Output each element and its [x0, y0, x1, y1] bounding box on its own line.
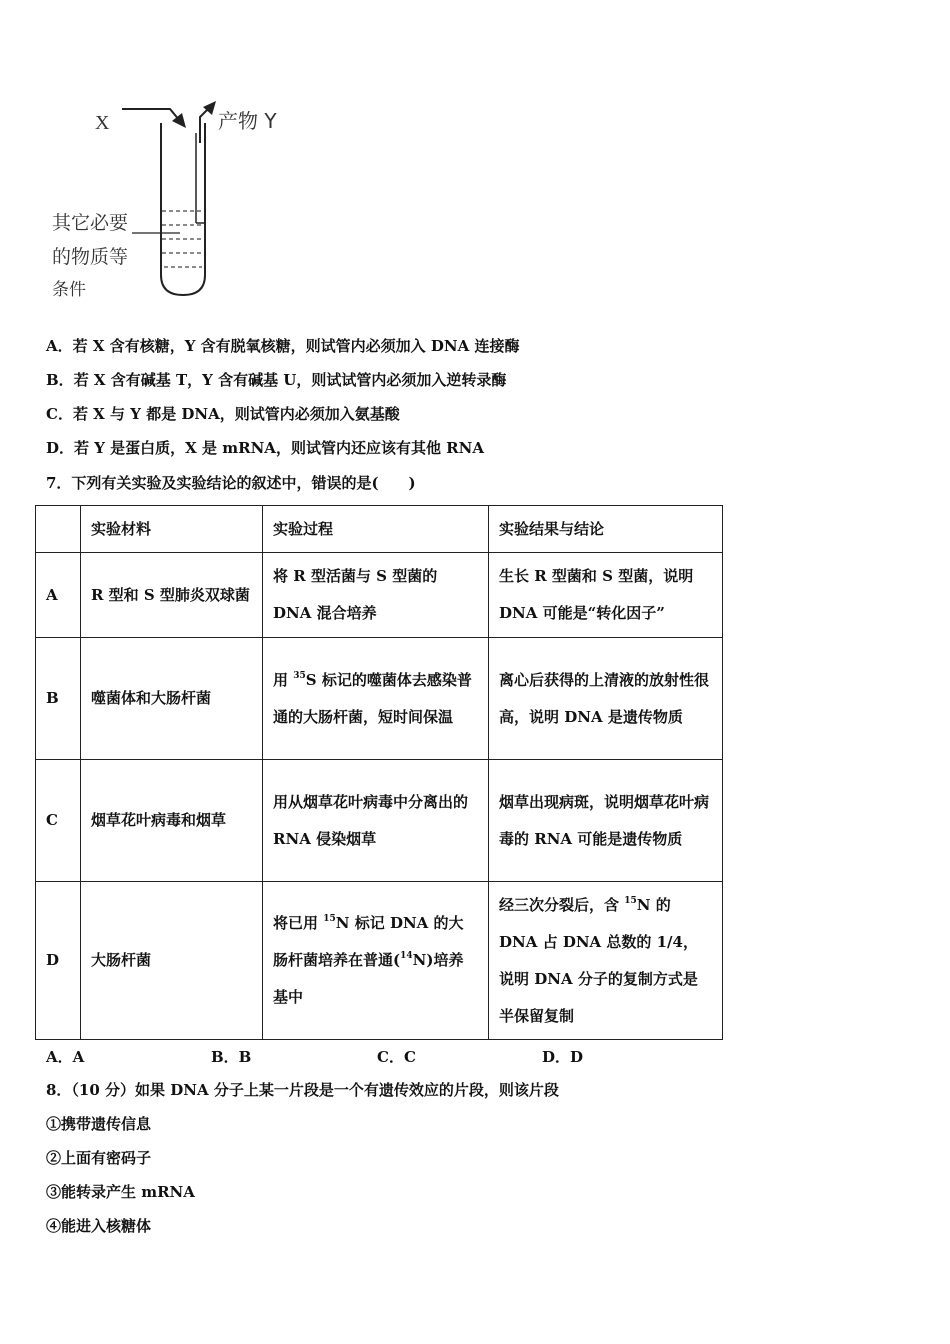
- table-header-cell: 实验过程: [263, 506, 489, 553]
- table-row: [36, 553, 723, 638]
- row-result: 离心后获得的上清液的放射性很高，说明 DNA 是遗传物质: [489, 638, 723, 760]
- q8-item: ③能转录产生 mRNA: [46, 1183, 195, 1201]
- row-label: A: [36, 553, 81, 638]
- table-row: [36, 882, 723, 1040]
- row-label: D: [36, 882, 81, 1040]
- row-process: 用 $^{35}$S 标记的噬菌体去感染普通的大肠杆菌，短时间保温: [263, 638, 489, 760]
- table-row: [36, 760, 723, 882]
- q8-item: ①携带遗传信息: [46, 1115, 152, 1133]
- q6-option-b: B．若 X 含有碱基 T，Y 含有碱基 U，则试试管内必须加入逆转录酶: [46, 371, 507, 389]
- row-material: 噬菌体和大肠杆菌: [80, 638, 262, 760]
- test-tube-diagram: [40, 95, 300, 310]
- row-material: R 型和 S 型肺炎双球菌: [80, 553, 262, 638]
- q8-item: ②上面有密码子: [46, 1149, 152, 1167]
- liquid-levels: [162, 211, 204, 267]
- side-label-line: 的物质等: [52, 246, 129, 268]
- table-header-cell: 实验材料: [80, 506, 262, 553]
- q7-answer-c: C．C: [377, 1048, 416, 1066]
- table-header-cell: [36, 506, 81, 553]
- q6-option-a: A．若 X 含有核糖，Y 含有脱氧核糖，则试管内必须加入 DNA 连接酶: [46, 337, 520, 355]
- q6-option-d: D．若 Y 是蛋白质，X 是 mRNA，则试管内还应该有其他 RNA: [46, 439, 484, 457]
- row-process: 将已用 $^{15}$N 标记 DNA 的大肠杆菌培养在普通($^{14}$N)培养基中: [263, 882, 489, 1040]
- table-header-row: [36, 506, 723, 553]
- row-result: 生长 R 型菌和 S 型菌，说明 DNA 可能是“转化因子”: [489, 553, 723, 638]
- input-arrow: [122, 109, 180, 121]
- diagram-label-x: X: [95, 112, 110, 134]
- experiment-table: [35, 505, 723, 1040]
- q6-option-c: C．若 X 与 Y 都是 DNA，则试管内必须加入氨基酸: [46, 405, 400, 423]
- q7-answer-b: B．B: [211, 1048, 252, 1066]
- side-label-line: 条件: [52, 280, 86, 300]
- row-result: 经三次分裂后，含 $^{15}$N 的 DNA 占 DNA 总数的 1/4，说明 DNA 分子的复制方式是半保留复制: [489, 882, 723, 1040]
- q8-item: ④能进入核糖体: [46, 1217, 152, 1235]
- row-result: 烟草出现病斑，说明烟草花叶病毒的 RNA 可能是遗传物质: [489, 760, 723, 882]
- q8-stem: 8．（10 分）如果 DNA 分子上某一片段是一个有遗传效应的片段，则该片段: [46, 1081, 559, 1099]
- q7-answer-d: D．D: [542, 1048, 584, 1066]
- table-header-cell: 实验结果与结论: [489, 506, 723, 553]
- row-process: 将 R 型活菌与 S 型菌的 DNA 混合培养: [263, 553, 489, 638]
- test-tube: [161, 123, 205, 295]
- diagram-label-product: 产物 Y: [218, 109, 277, 133]
- row-material: 烟草花叶病毒和烟草: [80, 760, 262, 882]
- q7-stem: 7．下列有关实验及实验结论的叙述中，错误的是( ): [46, 474, 416, 492]
- table-row: [36, 638, 723, 760]
- row-label: B: [36, 638, 81, 760]
- q7-answer-a: A．A: [46, 1048, 85, 1066]
- row-process: 用从烟草花叶病毒中分离出的 RNA 侵染烟草: [263, 760, 489, 882]
- row-material: 大肠杆菌: [80, 882, 262, 1040]
- side-label-line: 其它必要: [52, 212, 129, 234]
- row-label: C: [36, 760, 81, 882]
